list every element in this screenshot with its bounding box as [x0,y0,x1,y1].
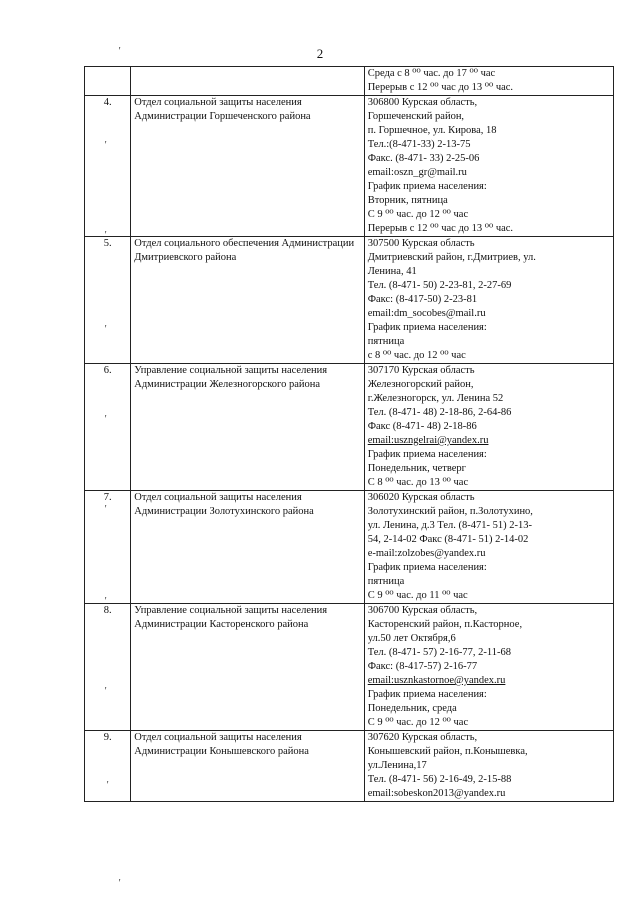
address-line: 307620 Курская область, [367,732,478,743]
fax-line: Факс (8-471- 48) 2-18-86 [367,421,477,432]
contact-info-cell [364,96,613,237]
margin-tick-mark: ' [104,686,107,697]
email-line: email:oszn_gr@mail.ru [367,167,467,178]
phone-line: Тел. (8-471- 50) 2-23-81, 2-27-69 [367,280,512,291]
address-line: 306020 Курская область [367,492,475,503]
address-line: Железногорский район, [367,379,474,390]
schedule-hours: С 8 ⁰⁰ час. до 13 ⁰⁰ час [367,477,469,488]
schedule-hours: С 9 ⁰⁰ час. до 11 ⁰⁰ час [367,590,468,601]
email-line: e-mail:zolzobes@yandex.ru [367,548,486,559]
address-line: 307170 Курская область [367,365,475,376]
phone-line: Тел. (8-471- 57) 2-16-77, 2-11-68 [367,647,511,658]
department-name-cell [131,67,364,96]
email-line: email:sobeskon2013@yandex.ru [367,788,506,799]
table-row-dmitrievsky [85,237,614,364]
table-row-gorshechensky [85,96,614,237]
phone-line: Тел. (8-471- 56) 2-16-49, 2-15-88 [367,774,512,785]
margin-tick-mark: ' [104,414,107,425]
address-line: Горшеченский район, [367,111,465,122]
address-line: Дмитриевский район, г.Дмитриев, ул. [367,252,536,263]
table-row-konyshevsky [85,731,614,802]
schedule-days: Вторник, пятница [367,195,448,206]
phone-fax-line: 54, 2-14-02 Факс (8-471- 51) 2-14-02 [367,534,529,545]
table-row-zheleznogorsky [85,364,614,491]
address-line: Золотухинский район, п.Золотухино, [367,506,533,517]
schedule-days: пятница [367,576,405,587]
schedule-heading: График приема населения: [367,689,487,700]
row-number: 7. [85,491,131,604]
address-line: Касторенский район, п.Касторное, [367,619,523,630]
department-name: Отдел социального обеспечения Администрации Дмитриевского района [131,237,364,364]
contact-info-cell [364,491,613,604]
address-line: 306700 Курская область, [367,605,478,616]
margin-tick-mark: ' [118,878,121,889]
row-number: 9. [85,731,131,802]
contact-info-cell [364,604,613,731]
address-line: ул.50 лет Октября,6 [367,633,456,644]
email-line: email:usznkastornoe@yandex.ru [367,675,506,686]
schedule-days: Понедельник, среда [367,703,457,714]
row-number: 8. [85,604,131,731]
fax-line: Факс. (8-471- 33) 2-25-06 [367,153,480,164]
margin-tick-mark: ' [118,46,121,57]
address-line: 307500 Курская область [367,238,475,249]
fax-line: Факс: (8-417-50) 2-23-81 [367,294,478,305]
break-line: Перерыв с 12 ⁰⁰ час до 13 ⁰⁰ час. [367,82,514,93]
fax-line: Факс: (8-417-57) 2-16-77 [367,661,478,672]
margin-tick-mark: ' [104,140,107,151]
email-line: email:uszngelrai@yandex.ru [367,435,489,446]
row-number: 5. [85,237,131,364]
margin-tick-mark: ' [106,780,109,791]
schedule-heading: График приема населения: [367,562,487,573]
address-line: Конышевский район, п.Конышевка, [367,746,528,757]
schedule-hours: С 9 ⁰⁰ час. до 12 ⁰⁰ час [367,717,469,728]
schedule-hours: С 9 ⁰⁰ час. до 12 ⁰⁰ час [367,209,469,220]
contact-info-cell [364,731,613,802]
address-line: ул.Ленина,17 [367,760,427,771]
schedule-heading: График приема населения: [367,449,487,460]
address-line: п. Горшечное, ул. Кирова, 18 [367,125,497,136]
row-number: 6. [85,364,131,491]
phone-line: Тел.:(8-471-33) 2-13-75 [367,139,471,150]
department-name: Отдел социальной защиты населения Администрации Золотухинского района [131,491,364,604]
row-number: 4. [85,96,131,237]
table-row-continuation [85,67,614,96]
schedule-heading: График приема населения: [367,322,487,333]
address-line: 306800 Курская область, [367,97,478,108]
department-name: Отдел социальной защиты населения Администрации Конышевского района [131,731,364,802]
break-line: Перерыв с 12 ⁰⁰ час до 13 ⁰⁰ час. [367,223,514,234]
schedule-days: пятница [367,336,405,347]
margin-tick-mark: ' [104,230,107,241]
page-number: 2 [316,46,324,61]
email-line: email:dm_socobes@mail.ru [367,308,486,319]
address-line: Ленина, 41 [367,266,417,277]
margin-tick-mark: ' [104,324,107,335]
social-protection-departments-table [84,66,614,802]
address-phone-line: ул. Ленина, д.3 Тел. (8-471- 51) 2-13- [367,520,532,531]
contact-info-cell [364,67,613,96]
schedule-line: Среда с 8 ⁰⁰ час. до 17 ⁰⁰ час [367,68,496,79]
margin-tick-mark: ' [104,504,107,515]
schedule-days: Понедельник, четверг [367,463,466,474]
phone-line: Тел. (8-471- 48) 2-18-86, 2-64-86 [367,407,512,418]
table-row-kastorensky [85,604,614,731]
schedule-hours: с 8 ⁰⁰ час. до 12 ⁰⁰ час [367,350,466,361]
schedule-heading: График приема населения: [367,181,487,192]
address-line: г.Железногорск, ул. Ленина 52 [367,393,504,404]
department-name: Отдел социальной защиты населения Администрации Горшеченского района [131,96,364,237]
department-name: Управление социальной защиты населения Администрации Железногорского района [131,364,364,491]
contact-info-cell [364,364,613,491]
row-number-cell [85,67,131,96]
department-name: Управление социальной защиты населения Администрации Касторенского района [131,604,364,731]
contact-info-cell [364,237,613,364]
table-row-zolotukhinsky [85,491,614,604]
margin-tick-mark: ' [104,596,107,607]
